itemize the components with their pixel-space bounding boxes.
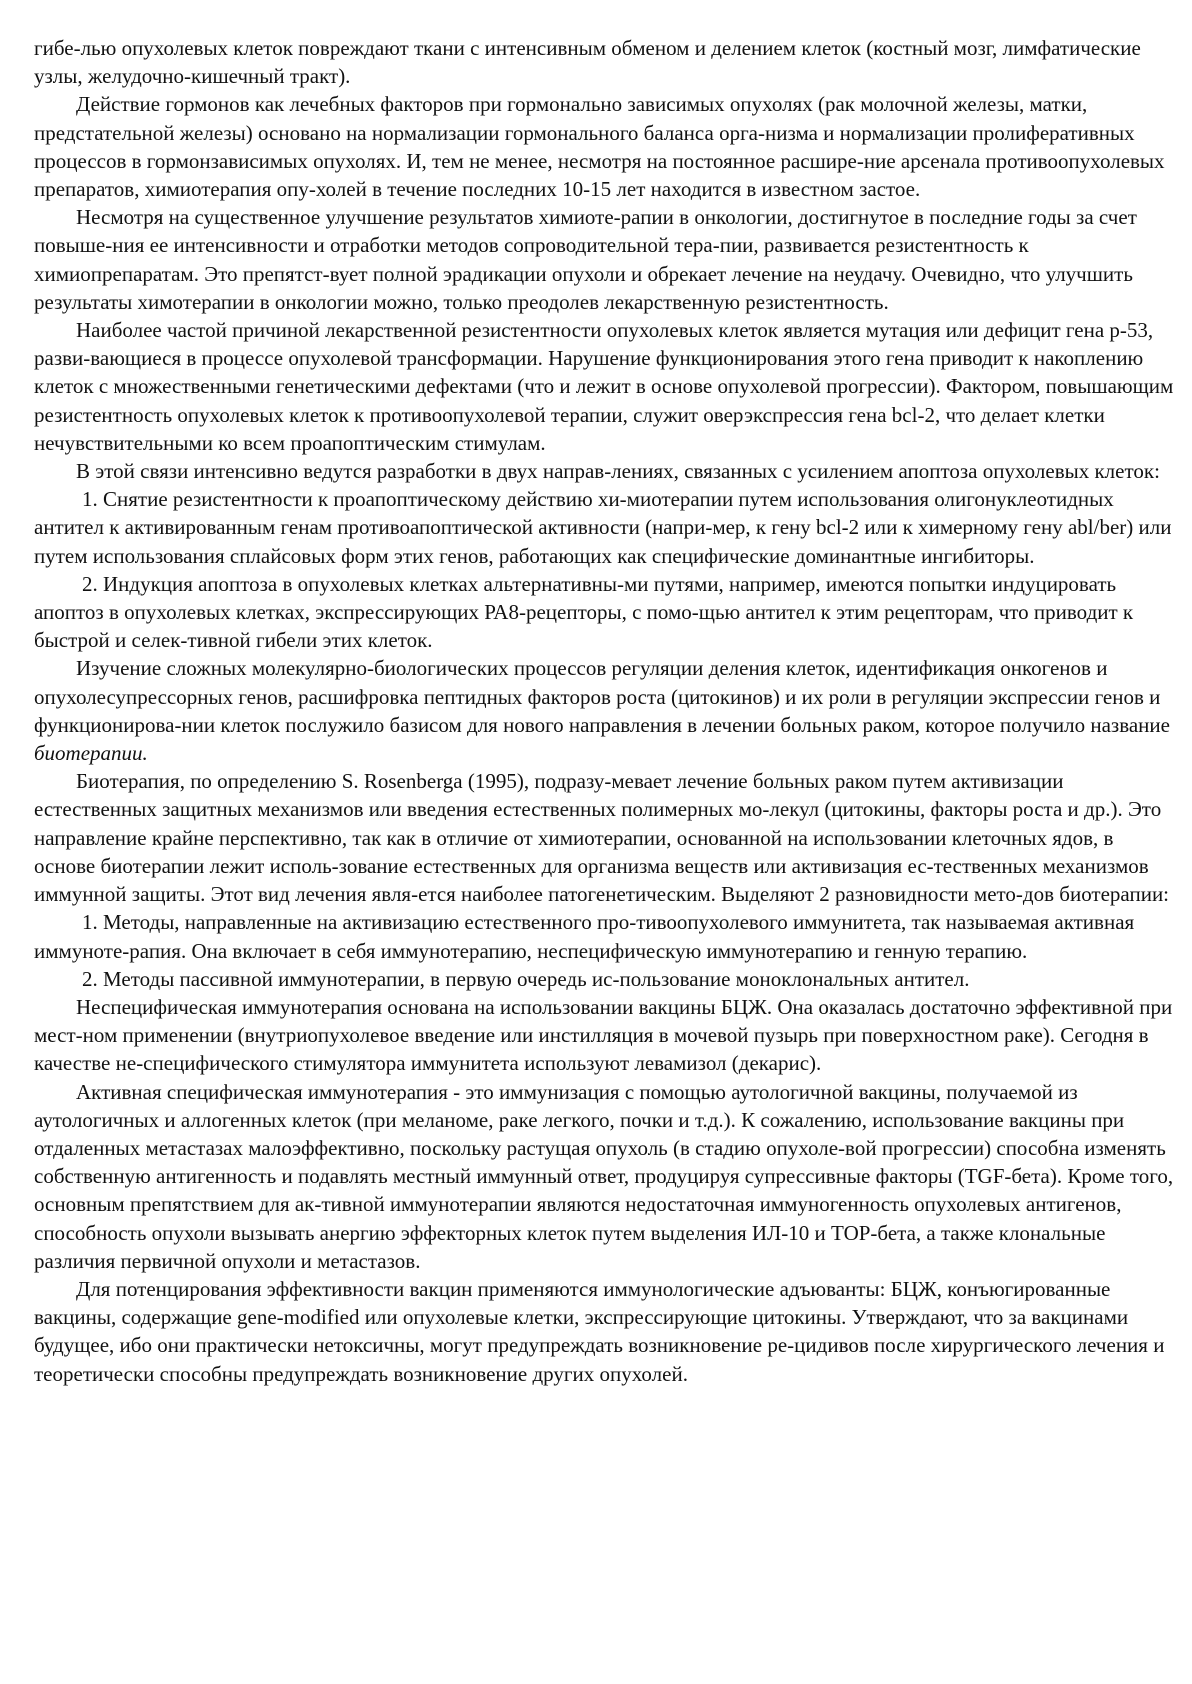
- paragraph-biotherapy-definition: Биотерапия, по определению S. Rosenberga (1995), подразу-мевает лечение больных раком путем активизации естественных защитных механизмов или введения естественных полимерных мо-лекул (цитокины, факторы роста и др.). Это направление крайне перспективно, так как в отличие от химиотерапии, основанной на использовании клеточных ядов, в основе биотерапии лежит исполь-зование естественных для организма веществ или активизация ес-тественных механизмов иммунной защиты. Этот вид лечения явля-ется наиболее патогенетическим. Выделяют 2 разновидности мето-дов биотерапии:: [34, 769, 1170, 907]
- list-item-2-passive-immunotherapy: 2. Методы пассивной иммунотерапии, в первую очередь ис-пользование моноклональных антител.: [82, 966, 970, 991]
- list-item-2-apoptosis-induction: 2. Индукция апоптоза в опухолевых клетках альтернативны-ми путями, например, имеются попытки индуцировать апоптоз в опухолевых клетках, экспрессирующих РА8-рецепторы, с помо-щью антител к этим рецепторам, что приводит к быстрой и селек-тивной гибели этих клеток.: [34, 571, 1134, 653]
- paragraph-nonspecific-immunotherapy: Неспецифическая иммунотерапия основана на использовании вакцины БЦЖ. Она оказалась достаточно эффективной при мест-ном применении (внутриопухолевое введение или инстилляция в мочевой пузырь при поверхностном раке). Сегодня в качестве не-специфического стимулятора иммунитета используют левамизол (декарис).: [34, 994, 1173, 1076]
- paragraph-biotherapy-intro: [34, 654, 1174, 767]
- paragraph-specific-immunotherapy: Активная специфическая иммунотерапия - это иммунизация с помощью аутологичной вакцины, получаемой из аутологичных и аллогенных клеток (при меланоме, раке легкого, почки и т.д.). К сожалению, использование вакцины при отдаленных метастазах малоэффективно, поскольку растущая опухоль (в стадию опухоле-вой прогрессии) способна изменять собственную антигенность и подавлять местный иммунный ответ, продуцируя супрессивные факторы (TGF-бета). Кроме того, основным препятствием для ак-тивной иммунотерапии являются недостаточная иммуногенность опухолевых антигенов, способность опухоли вызывать анергию эффекторных клеток путем выделения ИЛ-10 и ТОР-бета, а также клональные различия первичной опухоли и метастазов.: [34, 1079, 1174, 1273]
- paragraph-apoptosis-directions: В этой связи интенсивно ведутся разработки в двух направ-лениях, связанных с усилением апоптоза опухолевых клеток:: [76, 459, 1160, 484]
- paragraph-chemo-resistance: Несмотря на существенное улучшение результатов химиоте-рапии в онкологии, достигнутое в последние годы за счет повыше-ния ее интенсивности и отработки методов сопроводительной тера-пии, развивается резистентность к химиопрепаратам. Это препятст-вует полной эрадикации опухоли и обрекает лечение на неудачу. Очевидно, что улучшить результаты химотерапии в онкологии можно, только преодолев лекарственную резистентность.: [34, 205, 1137, 314]
- list-item-1-resistance-removal: 1. Снятие резистентности к проапоптическому действию хи-миотерапии путем использования олигонуклеотидных антител к активированным генам противоапоптической активности (напри-мер, к гену bcl-2 или к химерному гену abl/ber) или путем использования сплайсовых форм этих генов, работающих как специфические доминантные ингибиторы.: [34, 487, 1172, 568]
- biotherapy-term: биотерапии.: [34, 741, 148, 766]
- list-item-1-active-immunotherapy: 1. Методы, направленные на активизацию естественного про-тивоопухолевого иммунитета, так называемая активная иммуноте-рапия. Она включает в себя иммунотерапию, неспецифическую иммунотерапию и генную терапию.: [34, 910, 1135, 963]
- paragraph-biotherapy-intro-text: Изучение сложных молекулярно-биологических процессов регуляции деления клеток, идентификация онкогенов и опухолесупрессорных генов, расшифровка пептидных факторов роста (цитокинов) и их роли в регуляции экспрессии генов и функционирова-нии клеток послужило базисом для нового направления в лечении больных раком, которое получило название: [34, 656, 1170, 737]
- paragraph-hormone-therapy: Действие гормонов как лечебных факторов при гормонально зависимых опухолях (рак молочной железы, матки, предстательной железы) основано на нормализации гормонального баланса орга-низма и нормализации пролиферативных процессов в гормонзависимых опухолях. И, тем не менее, несмотря на постоянное расшире-ние арсенала противоопухолевых препаратов, химиотерапия опу-холей в течение последних 10-15 лет находится в известном застое.: [34, 92, 1165, 202]
- paragraph-p53-mutation: Наиболее частой причиной лекарственной резистентности опухолевых клеток является мутация или дефицит гена р-53, разви-вающиеся в процессе опухолевой трансформации. Нарушение функционирования этого гена приводит к накоплению клеток с множественными генетическими дефектами (что и лежит в основе опухолевой прогрессии). Фактором, повышающим резистентность опухолевых клеток к противоопухолевой терапии, служит оверэкспрессия гена bcl-2, что делает клетки нечувствительными ко всем проапоптическим стимулам.: [34, 318, 1174, 455]
- paragraph-vaccine-adjuvants: Для потенцирования эффективности вакцин применяются иммунологические адъюванты: БЦЖ, конъюгированные вакцины, содержащие gene-modified или опухолевые клетки, экспрессирующие цитокины. Утверждают, что за вакцинами будущее, ибо они практически нетоксичны, могут предупреждать возникновение ре-цидивов после хирургического лечения и теоретически способны предупреждать возникновение других опухолей.: [34, 1276, 1165, 1386]
- paragraph-continuation: гибе-лью опухолевых клеток повреждают ткани с интенсивным обменом и делением клеток (костный мозг, лимфатические узлы, желудочно-кишечный тракт).: [34, 36, 1141, 89]
